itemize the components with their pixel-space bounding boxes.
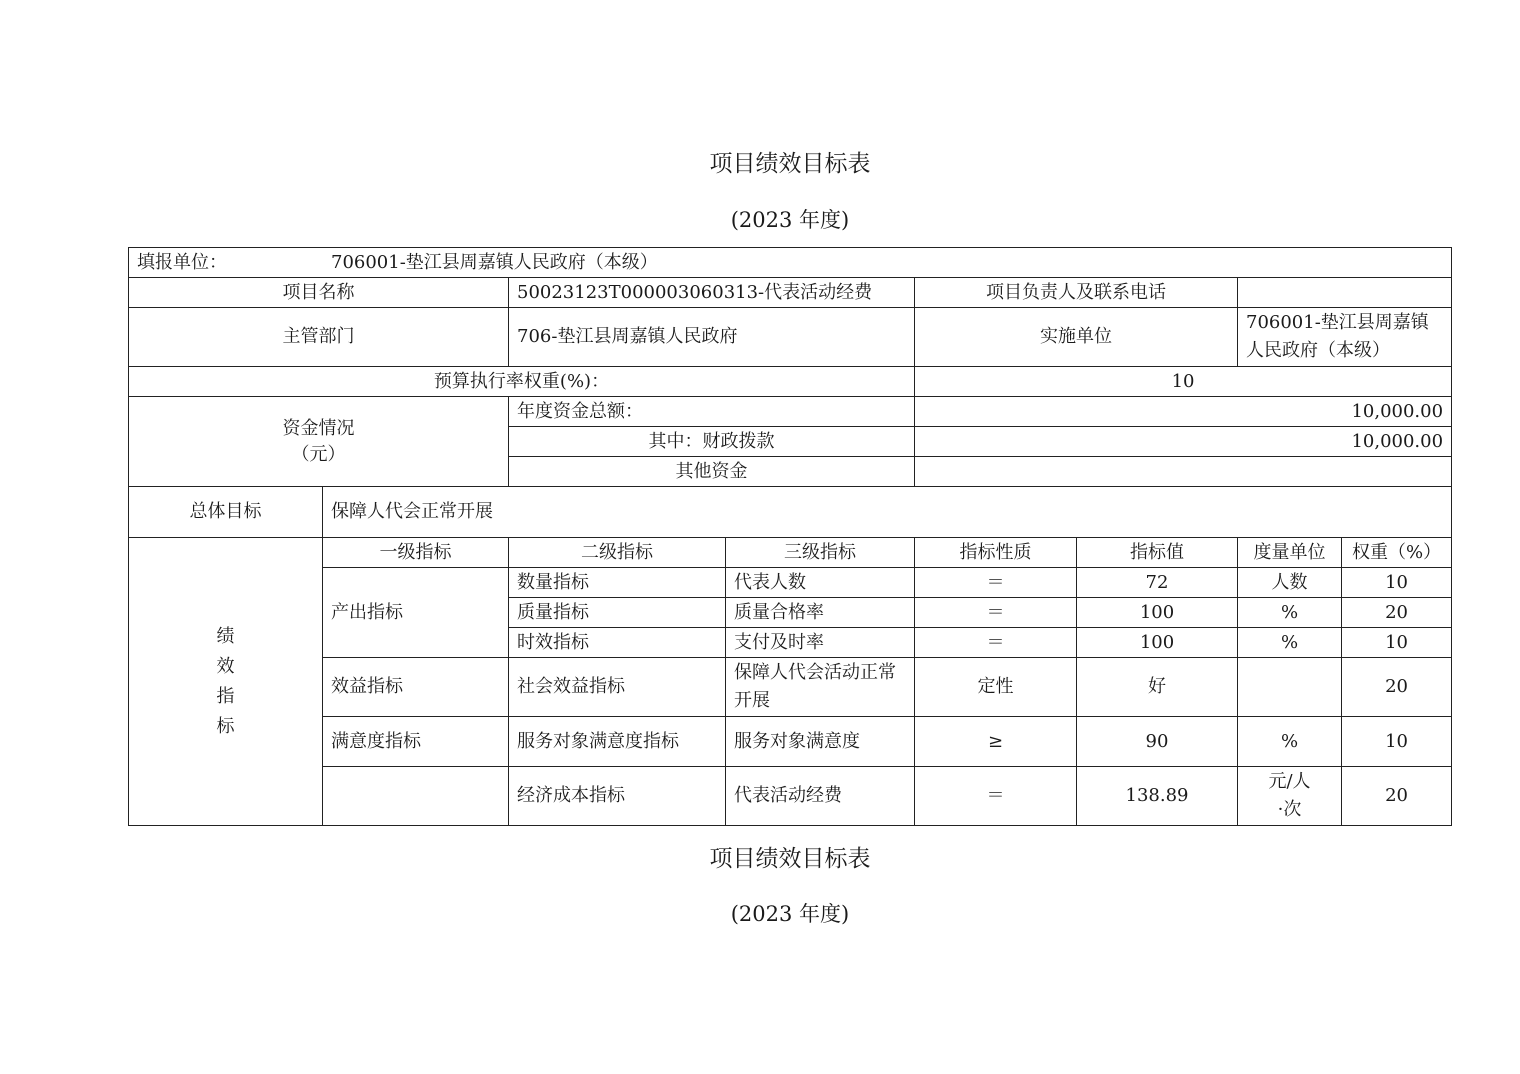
page-subtitle-year: (2023 年度): [730, 208, 850, 232]
output-indicator-label: 产出指标: [323, 568, 509, 658]
weight-cell: 10: [1342, 568, 1452, 598]
reporting-unit-label: 填报单位：: [137, 251, 227, 273]
level3-cell: 保障人代会活动正常开展: [726, 658, 915, 717]
value-cell: 100: [1077, 628, 1238, 658]
value-cell: 72: [1077, 568, 1238, 598]
nature-cell: ＝: [915, 568, 1077, 598]
fiscal-funds-label: 其中：财政拨款: [509, 427, 915, 457]
table-row: [129, 568, 1452, 598]
side-char: 标: [216, 715, 235, 737]
level2-cell: 数量指标: [509, 568, 726, 598]
header-weight: 权重（%）: [1342, 538, 1452, 568]
header-value: 指标值: [1077, 538, 1238, 568]
annual-total-value: 10,000.00: [915, 397, 1452, 427]
other-funds-label: 其他资金: [509, 457, 915, 487]
page-title-repeat: 项目绩效目标表: [709, 846, 871, 872]
page-title: 项目绩效目标表: [709, 151, 871, 177]
empty-level1-cell: [323, 767, 509, 826]
unit-cell: %: [1238, 598, 1342, 628]
budget-weight-value: 10: [915, 367, 1452, 397]
weight-cell: 20: [1342, 598, 1452, 628]
value-cell: 90: [1077, 717, 1238, 767]
unit-cell: %: [1238, 628, 1342, 658]
side-char: 指: [216, 685, 235, 707]
nature-cell: ＝: [915, 767, 1077, 826]
overall-goal-value: 保障人代会正常开展: [323, 487, 1452, 538]
performance-target-table: [128, 247, 1452, 826]
weight-cell: 10: [1342, 628, 1452, 658]
level3-cell: 质量合格率: [726, 598, 915, 628]
header-level1: 一级指标: [323, 538, 509, 568]
weight-cell: 20: [1342, 767, 1452, 826]
funds-unit-line: （元）: [291, 443, 346, 465]
unit-cell: %: [1238, 717, 1342, 767]
level2-cell: 质量指标: [509, 598, 726, 628]
implementing-unit-value: 706001-垫江县周嘉镇人民政府（本级）: [1238, 308, 1452, 367]
page-subtitle-year-repeat: (2023 年度): [730, 902, 850, 926]
nature-cell: ＝: [915, 628, 1077, 658]
contact-value: [1238, 278, 1452, 308]
level2-cell: 时效指标: [509, 628, 726, 658]
unit-cell: 人数: [1238, 568, 1342, 598]
weight-cell: 20: [1342, 658, 1452, 717]
funds-label: [129, 397, 509, 487]
nature-cell: ＝: [915, 598, 1077, 628]
table-row: [129, 658, 1452, 717]
table-row: [129, 767, 1452, 826]
level2-cell: 社会效益指标: [509, 658, 726, 717]
satisfaction-indicator-label: 满意度指标: [323, 717, 509, 767]
side-char: 效: [216, 655, 235, 677]
contact-label: 项目负责人及联系电话: [915, 278, 1238, 308]
nature-cell: 定性: [915, 658, 1077, 717]
annual-total-label: 年度资金总额：: [509, 397, 915, 427]
level2-cell: 服务对象满意度指标: [509, 717, 726, 767]
value-cell: 100: [1077, 598, 1238, 628]
overall-goal-label: 总体目标: [129, 487, 323, 538]
performance-indicators-side-label: [129, 538, 323, 826]
value-cell: 138.89: [1077, 767, 1238, 826]
weight-cell: 10: [1342, 717, 1452, 767]
level3-cell: 代表活动经费: [726, 767, 915, 826]
value-cell: 好: [1077, 658, 1238, 717]
funds-label-line: 资金情况: [282, 417, 355, 439]
project-name-label: 项目名称: [129, 278, 509, 308]
reporting-unit-row: [129, 248, 1452, 278]
header-level3: 三级指标: [726, 538, 915, 568]
level3-cell: 服务对象满意度: [726, 717, 915, 767]
department-label: 主管部门: [129, 308, 509, 367]
fiscal-funds-value: 10,000.00: [915, 427, 1452, 457]
header-nature: 指标性质: [915, 538, 1077, 568]
side-char: 绩: [216, 625, 235, 647]
benefit-indicator-label: 效益指标: [323, 658, 509, 717]
project-name-value: 50023123T000003060313-代表活动经费: [509, 278, 915, 308]
header-unit: 度量单位: [1238, 538, 1342, 568]
header-level2: 二级指标: [509, 538, 726, 568]
other-funds-value: [915, 457, 1452, 487]
table-row: [129, 717, 1452, 767]
level2-cell: 经济成本指标: [509, 767, 726, 826]
reporting-unit-value: 706001-垫江县周嘉镇人民政府（本级）: [331, 251, 658, 273]
level3-cell: 支付及时率: [726, 628, 915, 658]
level3-cell: 代表人数: [726, 568, 915, 598]
nature-cell: ≥: [915, 717, 1077, 767]
unit-cell: 元/人·次: [1238, 767, 1342, 826]
implementing-unit-label: 实施单位: [915, 308, 1238, 367]
department-value: 706-垫江县周嘉镇人民政府: [509, 308, 915, 367]
budget-weight-label: 预算执行率权重(%)：: [129, 367, 915, 397]
unit-cell: [1238, 658, 1342, 717]
